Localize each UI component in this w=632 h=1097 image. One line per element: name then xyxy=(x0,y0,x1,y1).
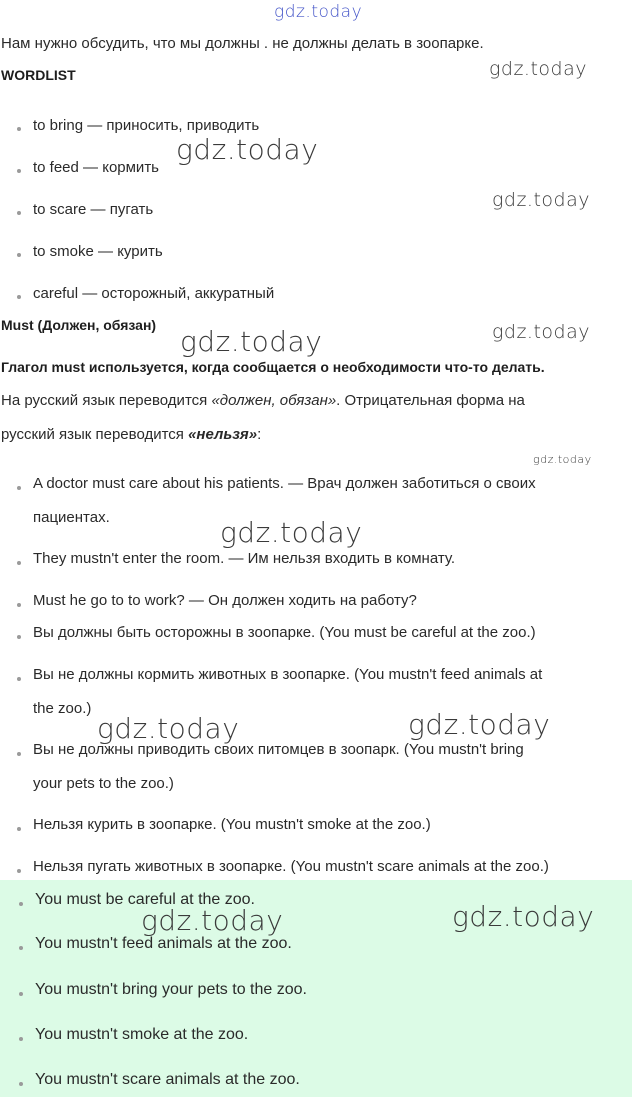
bullet xyxy=(17,486,21,490)
watermark: gdz.today xyxy=(489,58,587,80)
answer-item: You mustn't bring your pets to the zoo. xyxy=(35,981,307,998)
watermark-top: gdz.today xyxy=(274,2,363,22)
intro-text: Нам нужно обсудить, что мы должны . не должны делать в зоопарке. xyxy=(1,35,484,52)
bullet xyxy=(19,1082,23,1086)
bullet xyxy=(19,1037,23,1041)
watermark: gdz.today xyxy=(97,712,240,745)
answer-item: You mustn't scare animals at the zoo. xyxy=(35,1071,300,1088)
wordlist-heading: WORDLIST xyxy=(1,67,76,83)
watermark: gdz.today xyxy=(141,904,284,937)
answer-item: You mustn't smoke at the zoo. xyxy=(35,1026,249,1043)
translation-text: На русский язык переводится xyxy=(1,392,212,409)
example-item: A doctor must care about his patients. — Врач должен заботиться о своих xyxy=(33,475,536,492)
wordlist-item: to smoke — курить xyxy=(33,243,163,260)
wordlist-item: careful — осторожный, аккуратный xyxy=(33,285,275,302)
watermark: gdz.today xyxy=(452,900,595,933)
wordlist-item: to scare — пугать xyxy=(33,201,154,218)
example-item-continued: the zoo.) xyxy=(33,700,92,717)
example-item: Нельзя пугать животных в зоопарке. (You mustn't scare animals at the zoo.) xyxy=(33,858,549,875)
bullet xyxy=(17,295,21,299)
bullet xyxy=(17,211,21,215)
translation-text: . Отрицательная форма на xyxy=(336,392,525,409)
bullet xyxy=(17,635,21,639)
bullet xyxy=(17,561,21,565)
bullet xyxy=(17,169,21,173)
watermark: gdz.today xyxy=(220,516,363,549)
example-item: Вы не должны приводить своих питомцев в зоопарк. (You mustn't bring xyxy=(33,741,524,758)
watermark: gdz.today xyxy=(180,325,323,358)
example-item-continued: пациентах. xyxy=(33,509,110,526)
bullet xyxy=(19,992,23,996)
wordlist-item: to feed — кормить xyxy=(33,159,159,176)
must-heading: Must (Должен, обязан) xyxy=(1,317,157,333)
watermark: gdz.today xyxy=(492,189,590,211)
translation-text: русский язык переводится xyxy=(1,426,189,443)
example-item: Нельзя курить в зоопарке. (You mustn't smoke at the zoo.) xyxy=(33,816,431,833)
bullet xyxy=(17,869,21,873)
watermark: gdz.today xyxy=(176,133,319,166)
translation-emphasis: «должен, обязан» xyxy=(211,392,337,409)
bullet xyxy=(17,603,21,607)
example-item: They mustn't enter the room. — Им нельзя входить в комнату. xyxy=(33,550,456,567)
translation-emphasis: «нельзя» xyxy=(188,426,258,443)
translation-line-2 xyxy=(1,426,261,443)
translation-line-1 xyxy=(1,392,525,409)
example-item-continued: your pets to the zoo.) xyxy=(33,775,174,792)
watermark: gdz.today xyxy=(533,453,592,466)
must-rule: Глагол must используется, когда сообщается о необходимости что-то делать. xyxy=(1,359,545,375)
translation-text: : xyxy=(257,426,262,443)
bullet xyxy=(19,946,23,950)
bullet xyxy=(17,253,21,257)
answer-item: You mustn't feed animals at the zoo. xyxy=(35,935,292,952)
bullet xyxy=(17,827,21,831)
answer-item: You must be careful at the zoo. xyxy=(35,891,255,908)
bullet xyxy=(17,752,21,756)
wordlist-item: to bring — приносить, приводить xyxy=(33,117,260,134)
example-item: Вы должны быть осторожны в зоопарке. (You must be careful at the zoo.) xyxy=(33,624,536,641)
bullet xyxy=(17,127,21,131)
bullet xyxy=(17,677,21,681)
example-item: Must he go to to work? — Он должен ходить на работу? xyxy=(33,592,417,609)
watermark: gdz.today xyxy=(408,708,551,741)
example-item: Вы не должны кормить животных в зоопарке. (You mustn't feed animals at xyxy=(33,666,543,683)
watermark: gdz.today xyxy=(492,321,590,343)
bullet xyxy=(19,902,23,906)
